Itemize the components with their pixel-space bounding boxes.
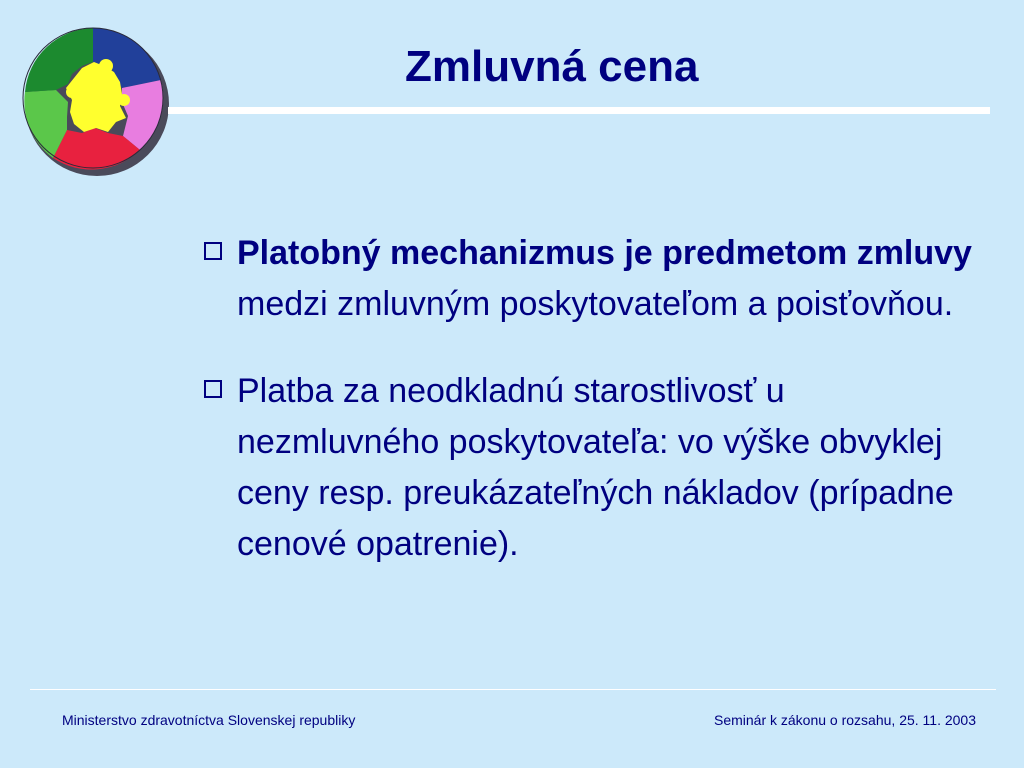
bullet-text: Platba za neodkladnú starostlivosť u nezmluvného poskytovateľa: vo výške obvyklej ceny resp. preukázateľných nákladov (prípadne cenové opatrenie). <box>237 372 954 563</box>
footer-event: Seminár k zákonu o rozsahu, 25. 11. 2003 <box>713 712 976 728</box>
title-divider <box>168 107 990 114</box>
puzzle-circle-icon <box>20 22 172 180</box>
square-bullet-icon <box>204 242 222 260</box>
bullet-list <box>200 228 990 570</box>
bullet-text: medzi zmluvným poskytovateľom a poisťovňou. <box>237 285 954 323</box>
footer-divider <box>30 689 996 690</box>
square-bullet-icon <box>204 380 222 398</box>
bullet-item <box>200 366 990 570</box>
slide-title: Zmluvná cena <box>405 42 699 91</box>
bullet-item <box>200 228 990 330</box>
footer-organization: Ministerstvo zdravotníctva Slovenskej republiky <box>62 712 356 728</box>
bullet-bold-text: Platobný mechanizmus je predmetom zmluvy <box>237 234 972 272</box>
